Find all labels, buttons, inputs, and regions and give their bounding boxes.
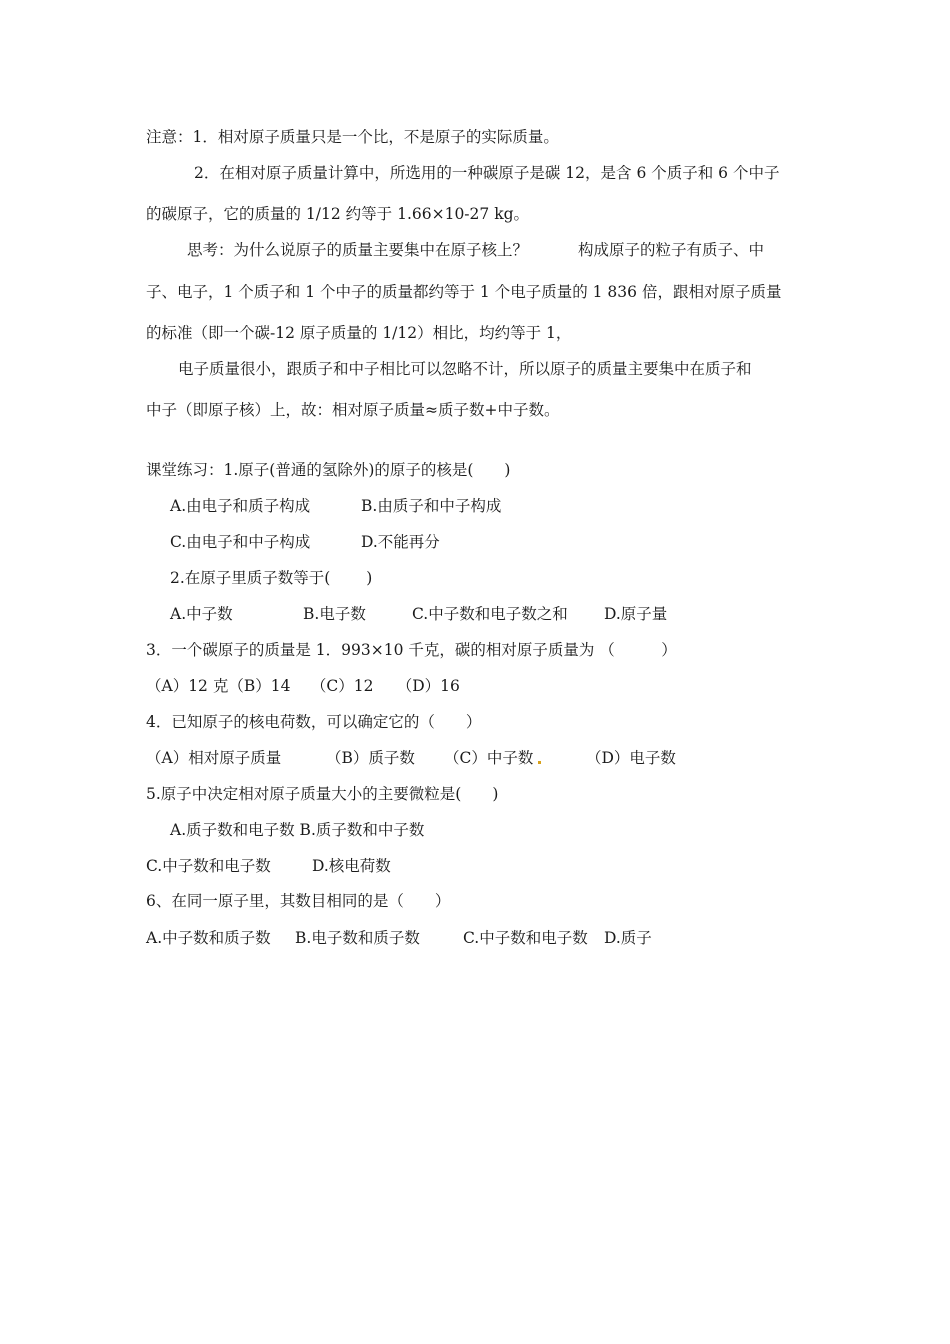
q1-option-a: A.由电子和质子构成 bbox=[170, 497, 311, 515]
question-5: 5.原子中决定相对原子质量大小的主要微粒是( ) bbox=[146, 785, 499, 803]
q4-option-b: （B）质子数 bbox=[326, 749, 415, 767]
thinking-line-4: 电子质量很小，跟质子和中子相比可以忽略不计，所以原子的质量主要集中在质子和 bbox=[178, 360, 752, 378]
q5-options-ab: A.质子数和电子数 B.质子数和中子数 bbox=[170, 821, 425, 839]
thinking-line-3: 的标准（即一个碳-12 原子质量的 1/12）相比，均约等于 1， bbox=[146, 324, 572, 342]
q4-option-c: （C）中子数 bbox=[444, 749, 534, 767]
q1-option-b: B.由质子和中子构成 bbox=[361, 497, 502, 515]
question-4: 4．已知原子的核电荷数，可以确定它的（ ） bbox=[146, 713, 482, 731]
thinking-line-1b: 构成原子的粒子有质子、中 bbox=[578, 241, 765, 259]
q2-option-d: D.原子量 bbox=[604, 605, 668, 623]
marker-dot bbox=[538, 761, 541, 764]
q6-option-c: C.中子数和电子数 bbox=[463, 929, 588, 947]
q4-option-d: （D）电子数 bbox=[586, 749, 676, 767]
q1-option-c: C.由电子和中子构成 bbox=[170, 533, 311, 551]
q2-option-b: B.电子数 bbox=[303, 605, 366, 623]
question-6: 6、在同一原子里，其数目相同的是（ ） bbox=[146, 892, 451, 910]
q3-options: （A）12 克（B）14 （C）12 （D）16 bbox=[146, 677, 460, 695]
thinking-line-2: 子、电子，1 个质子和 1 个中子的质量都约等于 1 个电子质量的 1 836 倍，跟相对原子质量 bbox=[146, 283, 782, 301]
question-3: 3．一个碳原子的质量是 1．993×10 千克，碳的相对原子质量为 （ ） bbox=[146, 641, 677, 659]
thinking-line-1a: 思考：为什么说原子的质量主要集中在原子核上？ bbox=[187, 241, 529, 259]
question-2: 2.在原子里质子数等于( ) bbox=[170, 569, 373, 587]
q4-option-a: （A）相对原子质量 bbox=[146, 749, 282, 767]
q6-option-a: A.中子数和质子数 bbox=[146, 929, 271, 947]
note-1: 注意：1．相对原子质量只是一个比，不是原子的实际质量。 bbox=[146, 128, 559, 146]
q6-option-d: D.质子 bbox=[604, 929, 652, 947]
thinking-line-5: 中子（即原子核）上，故：相对原子质量≈质子数+中子数。 bbox=[146, 401, 560, 419]
q2-option-a: A.中子数 bbox=[170, 605, 233, 623]
q5-option-c: C.中子数和电子数 bbox=[146, 857, 271, 875]
note-2-line-2: 的碳原子，它的质量的 1/12 约等于 1.66×10-27 kg。 bbox=[146, 205, 530, 223]
question-1: 课堂练习：1.原子(普通的氢除外)的原子的核是( ) bbox=[146, 461, 511, 479]
q2-option-c: C.中子数和电子数之和 bbox=[412, 605, 568, 623]
q6-option-b: B.电子数和质子数 bbox=[295, 929, 420, 947]
q5-option-d: D.核电荷数 bbox=[312, 857, 391, 875]
note-2-line-1: 2．在相对原子质量计算中，所选用的一种碳原子是碳 12，是含 6 个质子和 6 个中子 bbox=[194, 164, 780, 182]
q1-option-d: D.不能再分 bbox=[361, 533, 440, 551]
